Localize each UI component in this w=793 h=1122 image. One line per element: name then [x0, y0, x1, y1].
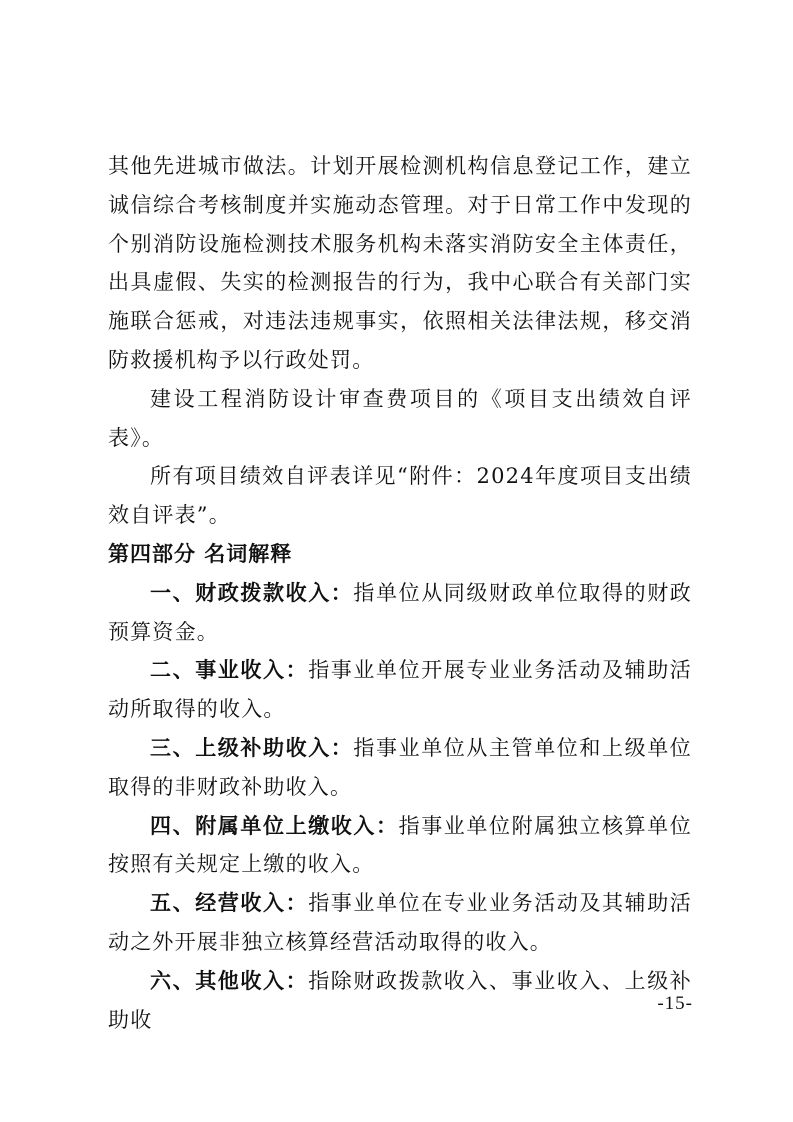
term-text: 指单位从同级财政单位取得的财政预算资金。 [108, 580, 692, 644]
term-text: 指事业单位从主管单位和上级单位取得的非财政补助收入。 [108, 735, 692, 799]
term-definition-2 [108, 651, 692, 729]
term-label: 二、事业收入： [150, 658, 309, 683]
term-definition-4 [108, 807, 692, 885]
paragraph-attachment-note: 所有项目绩效自评表详见“附件：2024年度项目支出绩效自评表”。 [108, 464, 692, 528]
paragraph-continuation: 其他先进城市做法。计划开展检测机构信息登记工作，建立诚信综合考核制度并实施动态管理。对于日常工作中发现的个别消防设施检测技术服务机构未落实消防安全主体责任，出具虚假、失实的检测报告的行为，我中心联合有关部门实施联合惩戒，对违法违规事实，依照相关法律法规，移交消防救援机构予以行政处罚。 [108, 154, 692, 372]
term-text: 指除财政拨款收入、事业收入、上级补助收 [108, 968, 692, 1032]
paragraph-self-evaluation-table: 建设工程消防设计审查费项目的《项目支出绩效自评表》。 [108, 386, 692, 450]
term-label: 三、上级补助收入： [150, 735, 354, 760]
term-text: 指事业单位在专业业务活动及其辅助活动之外开展非独立核算经营活动取得的收入。 [108, 891, 692, 954]
term-definition-1 [108, 574, 692, 652]
page-number: -15- [657, 993, 693, 1014]
term-label: 六、其他收入： [150, 968, 309, 993]
term-definition-5 [108, 884, 692, 962]
term-label: 五、经营收入： [150, 891, 309, 916]
document-body [108, 147, 692, 1039]
term-definition-3 [108, 729, 692, 807]
term-text: 指事业单位开展专业业务活动及辅助活动所取得的收入。 [108, 658, 692, 722]
section-title: 第四部分 名词解释 [108, 541, 293, 566]
term-label: 一、财政拨款收入： [150, 580, 354, 605]
term-definition-6 [108, 962, 692, 1040]
term-text: 指事业单位附属独立核算单位按照有关规定上缴的收入。 [108, 813, 692, 877]
term-label: 四、附属单位上缴收入： [150, 813, 399, 838]
